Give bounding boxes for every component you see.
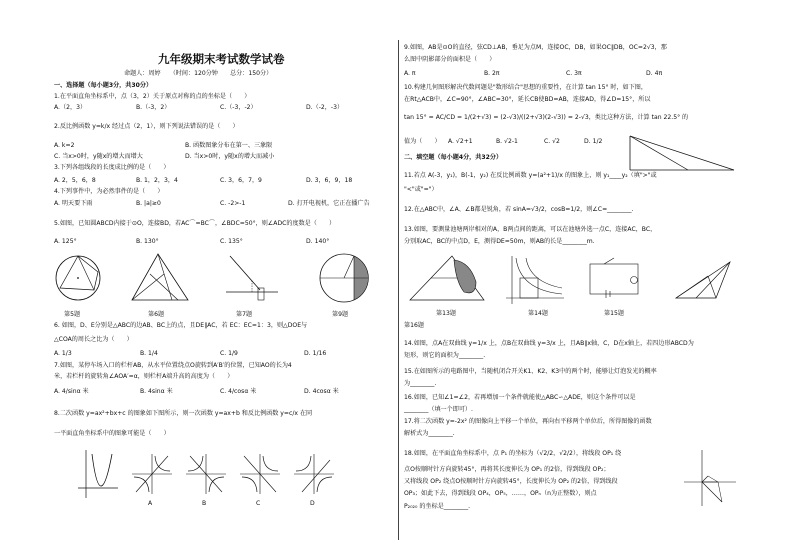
figure-q15-circuit bbox=[586, 256, 642, 302]
figure-q6-triangle bbox=[128, 250, 192, 306]
q3-option-c: C. 3，6，7，9 bbox=[220, 177, 262, 184]
question-5: 5.如图，已知圆ABCD内接于⊙O，连接BD，若AC⌒=BC⌒，∠BDC=50°，则∠ADC的度数是（ ） bbox=[54, 220, 336, 227]
section-fill-heading: 二、填空题（每小题4分，共32分） bbox=[404, 154, 503, 161]
question-13-line2: 分别取AC，BC的中点D，E，测得DE=50m，则AB的长是________m. bbox=[404, 238, 595, 245]
question-9-line2: 么图中阴影部分的面积是（ ） bbox=[404, 56, 496, 63]
question-10-line3: tan 15° = AC/CD = 1/(2+√3) = (2-√3)/((2+√3)(2-√3)) = 2-√3，类比这种方法，计算 tan 22.5° 的 bbox=[404, 114, 689, 121]
q9-option-b: B. 2π bbox=[484, 70, 500, 77]
q8-option-c: C bbox=[256, 500, 261, 507]
q2-option-d: D. 当x>0时，y随x的增大而减小 bbox=[185, 153, 275, 160]
figure-q8-option-d bbox=[292, 452, 336, 496]
figure-q8-option-c bbox=[238, 452, 282, 496]
q3-option-b: B. 1，2，3，4 bbox=[136, 177, 178, 184]
q5-option-a: A. 125° bbox=[54, 238, 77, 245]
caption-q7: 第7题 bbox=[236, 311, 253, 318]
question-8-line2: 一平面直角坐标系中的图象可能是（ ） bbox=[54, 430, 170, 437]
q5-option-b: B. 130° bbox=[136, 238, 159, 245]
figure-q16-triangles bbox=[668, 258, 732, 304]
question-14-line1: 14.如图，点A在双曲线 y=1/x 上，点B在双曲线 y=3/x 上，且AB∥x轴，C，D在x轴上，若四边形ABCD为 bbox=[404, 340, 694, 347]
q9-option-d: D. 4π bbox=[646, 70, 663, 77]
question-3: 3.下列各组线段的长度成比例的是（ ） bbox=[54, 164, 170, 171]
page-title: 九年级期末考试数学试卷 bbox=[158, 52, 285, 66]
q8-option-a: A bbox=[148, 500, 153, 507]
caption-q6: 第6题 bbox=[148, 311, 165, 318]
exam-meta: 命题人：周婷 （时间：120分钟 总分：150分） bbox=[124, 70, 273, 77]
q4-option-d: D. 打开电视机，它正在播广告 bbox=[288, 200, 370, 207]
q6-option-c: C. 1/9 bbox=[220, 350, 238, 357]
question-10-line1: 10.构建几何图形解决代数问题是"数形结合"思想的重要性，在计算 tan 15° 时，如下图， bbox=[404, 84, 647, 91]
q1-option-a: A.（2，3） bbox=[54, 104, 87, 111]
caption-q5: 第5题 bbox=[64, 311, 81, 318]
q2-option-a: A. k=2 bbox=[54, 142, 75, 149]
q5-option-c: C. 135° bbox=[220, 238, 243, 245]
figure-q18-spiral bbox=[682, 448, 738, 508]
question-7-line2: 米，若栏杆的旋转角∠AOA′=α，则栏杆A端升高的高度为（ ） bbox=[54, 373, 234, 380]
q8-option-d: D bbox=[310, 500, 315, 507]
question-18-line3: 又将线段 OP₂ 绕点O按顺时针方向旋转45°，长度伸长为 OP₂ 的2倍，得到线段 bbox=[404, 478, 618, 485]
figure-q10-triangle bbox=[626, 130, 738, 174]
question-17-line2: 解析式为________. bbox=[404, 430, 455, 437]
q10-option-b: B. √2-1 bbox=[496, 138, 518, 145]
q6-option-d: D. 1/16 bbox=[304, 350, 327, 357]
caption-q14: 第14题 bbox=[528, 310, 548, 317]
q9-option-c: C. 3π bbox=[566, 70, 582, 77]
q2-option-c: C. 当x>0时，y随x的增大而增大 bbox=[54, 153, 143, 160]
question-13-line1: 13.如图，要测量池塘两岸相对的A，B两点间的距离，可以在池塘外选一点C，连接AC，BC， bbox=[404, 226, 657, 233]
question-2: 2.反比例函数 y=k/x 经过点（2，1），则下列说法错误的是（ ） bbox=[54, 123, 239, 130]
q1-option-d: D.（-2，-3） bbox=[306, 104, 344, 111]
question-15-line2: 为________. bbox=[404, 380, 437, 387]
figure-q14-hyperbola bbox=[504, 254, 566, 306]
q4-option-b: B. |a|≥0 bbox=[136, 200, 161, 207]
right-column bbox=[400, 0, 794, 560]
question-1: 1.在平面直角坐标系中，点（3，2）关于原点对称的点的坐标是（ ） bbox=[54, 93, 251, 100]
question-18-line5: P₂₀₂₀ 的坐标是________. bbox=[404, 503, 471, 510]
q1-option-b: B.（-3，2） bbox=[136, 104, 171, 111]
q6-option-b: B. 1/4 bbox=[140, 350, 158, 357]
q10-option-a: A. √2+1 bbox=[448, 138, 473, 145]
q7-option-d: D. 4cosα 米 bbox=[304, 388, 339, 395]
question-15-line1: 15.在如图所示的电路图中，当随机闭合开关K1、K2、K3中的两个时，能够让灯泡发光的概率 bbox=[404, 368, 657, 375]
q4-option-c: C. -2>-1 bbox=[220, 200, 246, 207]
question-18-line1: 18.如图，在平面直角坐标系中，点 P₁ 的坐标为（√2/2，√2/2），将线段 OP₁ 绕 bbox=[404, 450, 622, 457]
q10-option-d: D. 1/2 bbox=[584, 138, 603, 145]
q10-option-c: C. √2 bbox=[544, 138, 560, 145]
question-8-line1: 8.二次函数 y=ax²+bx+c 的图象如下图所示，则一次函数 y=ax+b 和反比例函数 y=c/x 在同 bbox=[54, 410, 313, 417]
question-18-line4: OP₃；如此下去，得到线段 OP₄，OP₅，……，OPₙ（n为正整数），则点 bbox=[404, 490, 597, 497]
question-18-line2: 点O按顺时针方向旋转45°，再将其长度伸长为 OP₁ 的2倍，得到线段 OP₂； bbox=[404, 466, 610, 473]
question-4: 4.下列事件中，为必然事件的是（ ） bbox=[54, 188, 164, 195]
q5-option-d: D. 140° bbox=[306, 238, 330, 245]
question-14-line2: 矩形，则它的面积为________. bbox=[404, 352, 486, 359]
q4-option-a: A. 明天要下雨 bbox=[54, 200, 93, 207]
q6-option-a: A. 1/3 bbox=[54, 350, 72, 357]
q2-option-b: B. 函数图象分布在第一、三象限 bbox=[185, 142, 273, 149]
question-11-line2: "<"或"="） bbox=[404, 186, 438, 193]
q3-option-a: A. 2，5，6，8 bbox=[54, 177, 96, 184]
question-10-line4: 值为（ ） bbox=[404, 138, 441, 145]
caption-q16: 第16题 bbox=[404, 322, 424, 329]
q3-option-d: D. 3，6，9，18 bbox=[306, 177, 353, 184]
q9-option-a: A. π bbox=[404, 70, 416, 77]
q7-option-b: B. 4sinα 米 bbox=[140, 388, 173, 395]
caption-q13: 第13题 bbox=[436, 310, 456, 317]
figure-q5-circle bbox=[54, 248, 104, 306]
figure-q7-barrier bbox=[222, 250, 282, 306]
question-17-line1: 17.将二次函数 y=-2x² 的图像向上平移一个单位，再向右平移两个单位后，所得图像的函数 bbox=[404, 418, 652, 425]
figure-q8-option-b bbox=[184, 452, 228, 496]
question-6-line2: △COA的周长之比为（ ） bbox=[54, 336, 133, 343]
figure-q13-pond bbox=[406, 252, 486, 306]
question-12: 12.在△ABC中，∠A、∠B都是锐角，若 sinA=√3/2，cosB=1/2，则∠C=________. bbox=[404, 206, 634, 213]
q1-option-c: C.（-3，-2） bbox=[220, 104, 257, 111]
question-11-line1: 11.若点 A(-3，y₁)，B(-1，y₂) 在反比例函数 y=(a²+1)/x 的图象上，则 y₁____y₂（填">"或 bbox=[404, 172, 657, 179]
q7-option-a: A. 4/sinα 米 bbox=[54, 388, 89, 395]
caption-q9: 第9题 bbox=[332, 311, 349, 318]
question-6-line1: 6. 如图，D、E分别是△ABC的边AB、BC上的点，且DE∥AC，若 EC：EC=1：3，则△DOE与 bbox=[54, 322, 308, 329]
question-16-line1: 16.如图，已知∠1=∠2，若再增加一个条件就能使△ABC∽△ADE，则这个条件可以是 bbox=[404, 394, 636, 401]
figure-q8-option-a bbox=[130, 452, 174, 496]
question-16-line2: ________（填一个即可）. bbox=[404, 406, 473, 413]
section-choice-heading: 一、选择题（每小题3分，共30分） bbox=[54, 82, 153, 89]
q7-option-c: C. 4/cosα 米 bbox=[220, 388, 257, 395]
figure-q8-parabola bbox=[72, 448, 120, 500]
question-7-line1: 7.如图，某停车场入口的栏杆AB，从水平位置绕点O旋转到A′B′的位置，已知AO的长为4 bbox=[54, 362, 292, 369]
q8-option-b: B bbox=[202, 500, 207, 507]
question-10-line2: 在Rt△ACB中，∠C=90°，∠ABC=30°，延长CB使BD=AB，连接AD，得∠D=15°，所以 bbox=[404, 96, 651, 103]
caption-q15: 第15题 bbox=[604, 310, 624, 317]
question-9-line1: 9.如图，AB是⊙O的直径，弦CD⊥AB，垂足为点M，连接OC，DB，如果OC∥DB，OC=2√3，那 bbox=[404, 44, 667, 51]
figure-q9-shaded-circle bbox=[314, 248, 374, 306]
